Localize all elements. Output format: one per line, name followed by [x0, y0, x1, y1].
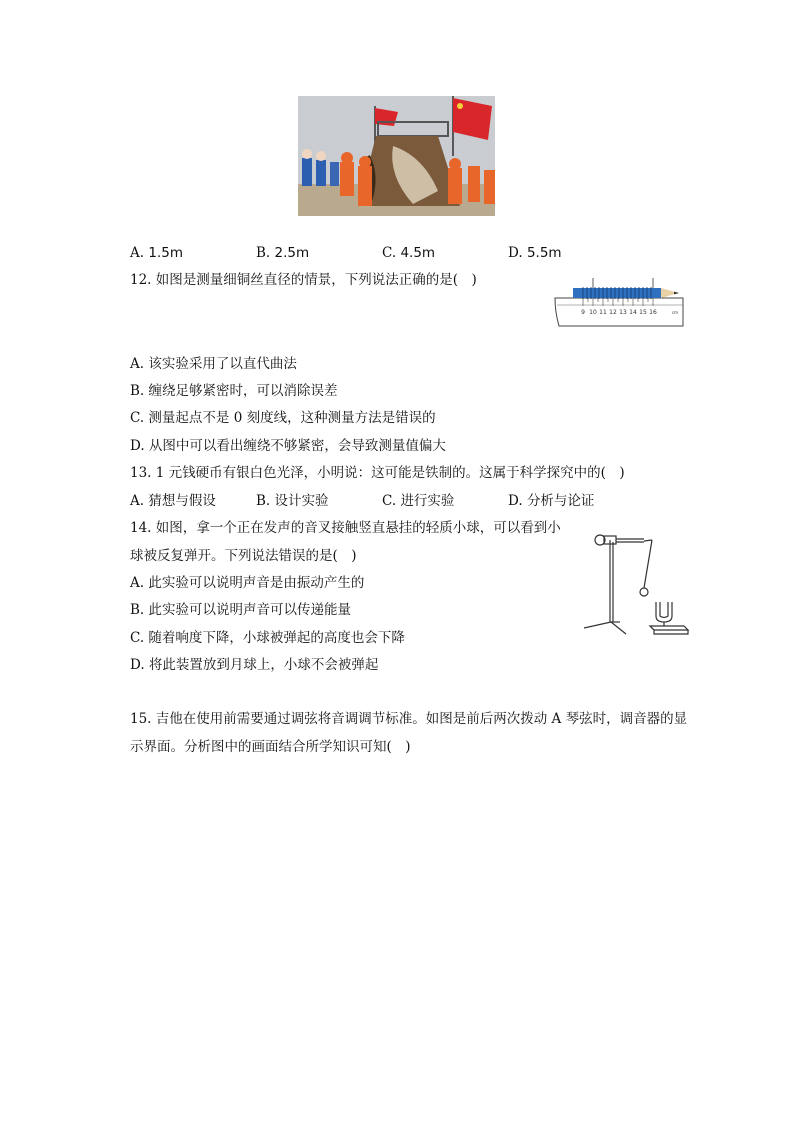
ruler-tick-label: 15 — [639, 309, 647, 316]
q11-option-d: D. 5.5m — [508, 245, 562, 261]
q15-stem-line2: 示界面。分析图中的画面结合所学知识可知( ) — [130, 739, 411, 755]
q14-stem-line2: 球被反复弹开。下列说法错误的是( ) — [130, 548, 357, 564]
q13-option-d: D. 分析与论证 — [508, 493, 595, 509]
q15-stem-line1: 15. 吉他在使用前需要通过调弦将音调调节标准。如图是前后两次拨动 A 琴弦时，调音器的显 — [130, 711, 688, 727]
q14-option-a: A. 此实验可以说明声音是由振动产生的 — [130, 575, 365, 591]
q13-option-a: A. 猜想与假设 — [130, 493, 216, 509]
q13-option-b: B. 设计实验 — [256, 493, 329, 509]
q11-option-b: B. 2.5m — [256, 245, 310, 261]
q12-option-b: B. 缠绕足够紧密时，可以消除误差 — [130, 383, 338, 399]
q13-option-c: C. 进行实验 — [382, 493, 455, 509]
q13-stem: 13. 1 元钱硬币有银白色光泽，小明说：这可能是铁制的。这属于科学探究中的( ) — [130, 465, 625, 481]
ruler-unit: cm — [671, 310, 679, 315]
q14-stem-line1: 14. 如图，拿一个正在发声的音叉接触竖直悬挂的轻质小球，可以看到小 — [130, 520, 561, 536]
q11-option-c: C. 4.5m — [382, 245, 436, 261]
q12-option-c: C. 测量起点不是 0 刻度线，这种测量方法是错误的 — [130, 410, 436, 426]
q14-option-c: C. 随着响度下降，小球被弹起的高度也会下降 — [130, 630, 405, 646]
ruler-tick-label: 16 — [649, 309, 657, 316]
ruler-tick-label: 10 — [589, 309, 597, 316]
ruler-pencil-figure — [553, 276, 685, 332]
ruler-tick-label: 9 — [581, 309, 585, 316]
ruler-tick-label: 12 — [609, 309, 617, 316]
q11-option-a: A. 1.5m — [130, 245, 183, 261]
capsule-landing-photo — [298, 96, 495, 216]
q12-stem: 12. 如图是测量细铜丝直径的情景，下列说法正确的是( ) — [130, 272, 477, 288]
q14-option-d: D. 将此装置放到月球上，小球不会被弹起 — [130, 657, 379, 673]
tuning-fork-apparatus-figure — [580, 530, 692, 642]
ruler-tick-label: 14 — [629, 309, 637, 316]
ruler-tick-label: 11 — [599, 309, 607, 316]
q12-option-d: D. 从图中可以看出缠绕不够紧密，会导致测量值偏大 — [130, 438, 446, 454]
q14-option-b: B. 此实验可以说明声音可以传递能量 — [130, 602, 352, 618]
q12-option-a: A. 该实验采用了以直代曲法 — [130, 356, 297, 372]
ruler-tick-label: 13 — [619, 309, 627, 316]
